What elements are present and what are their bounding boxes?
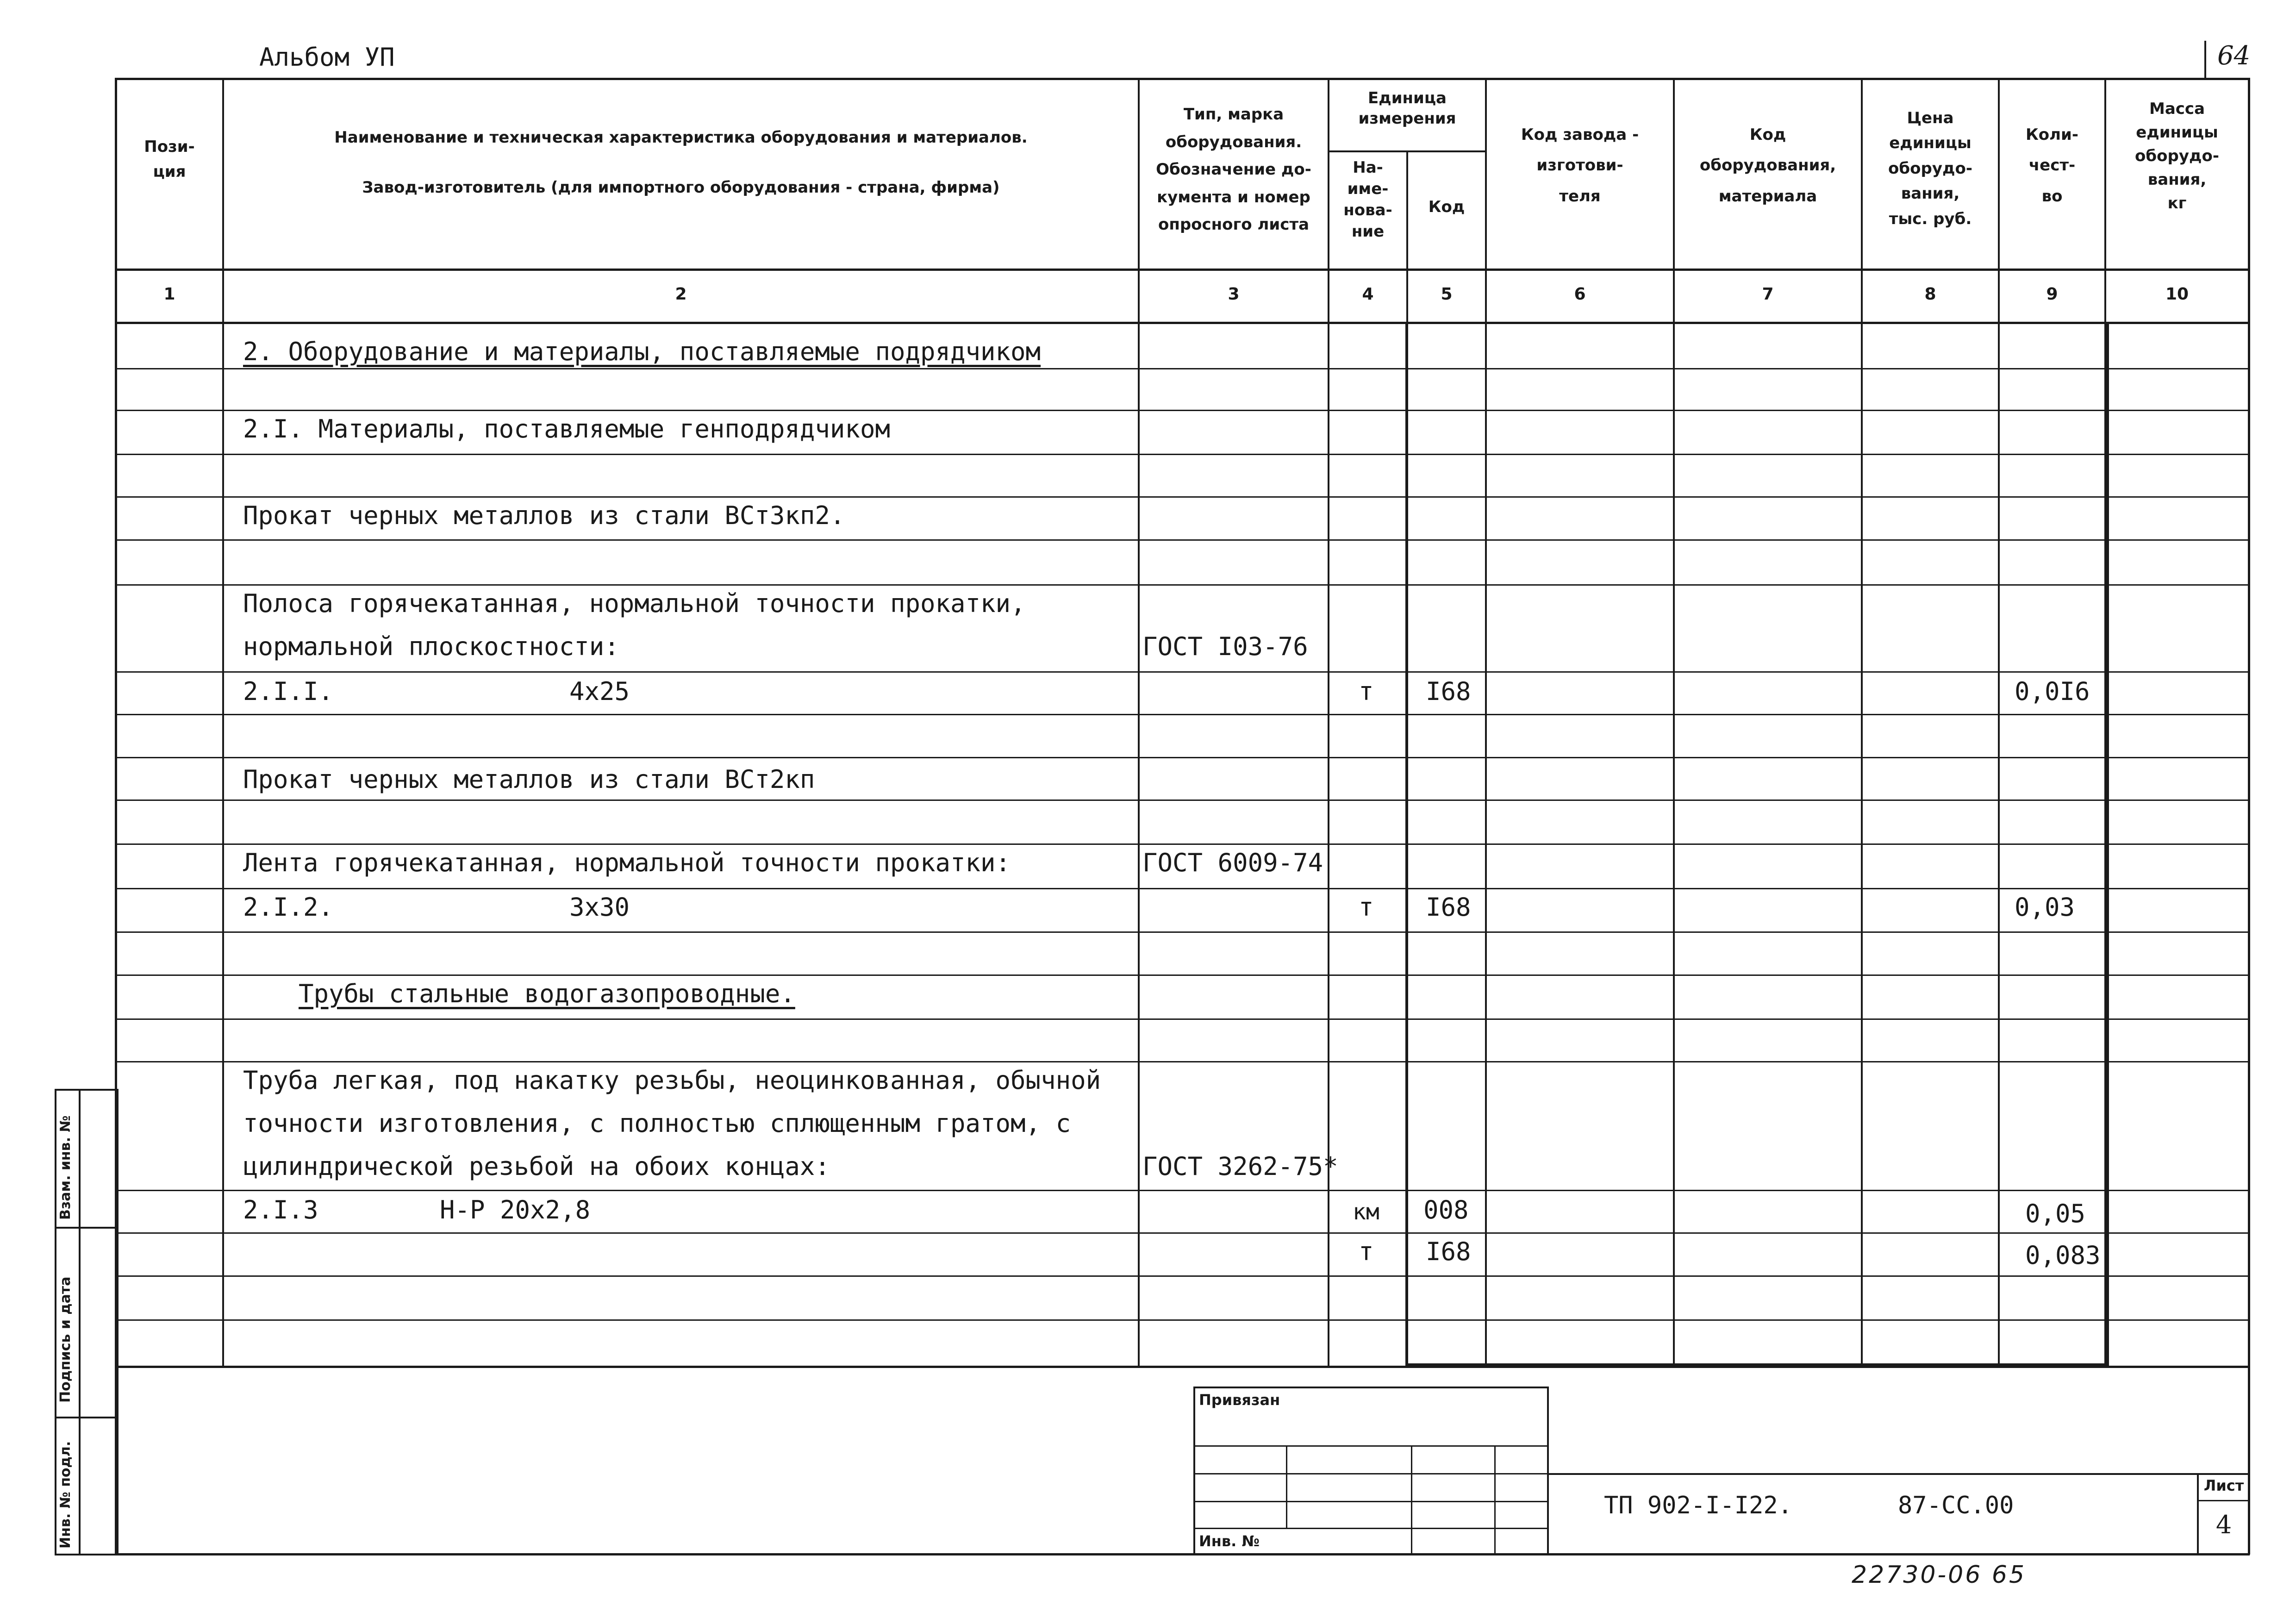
item-2-1-1-code: I68 xyxy=(1426,677,1471,706)
corner-divider xyxy=(2204,41,2206,78)
item-2-1-3-position: 2.I.3 xyxy=(243,1195,318,1224)
doc-suffix: 87-СС.00 xyxy=(1898,1492,2014,1519)
side-label-inv-podl: Инв. № подл. xyxy=(57,1441,74,1549)
section-2-1-title: 2.I. Материалы, поставляемые генподрядчиком xyxy=(243,414,890,443)
item-2-1-2-quantity: 0,03 xyxy=(2015,893,2075,922)
col-number-5: 5 xyxy=(1441,285,1453,304)
side-label-podpis: Подпись и дата xyxy=(57,1276,74,1403)
item-2-1-1-position: 2.I.I. xyxy=(243,677,334,706)
item-2-1-2-code: I68 xyxy=(1426,893,1471,922)
col-number-1: 1 xyxy=(163,285,175,304)
strip-desc-line2: нормальной плоскостности: xyxy=(243,632,619,661)
item-2-1-2-unit: т xyxy=(1359,893,1374,922)
item-2-1-3-code-km: 008 xyxy=(1423,1195,1469,1224)
strip-desc-line1: Полоса горячекатанная, нормальной точности прокатки, xyxy=(243,589,1026,618)
header-mass: Масса единицы оборудо- вания, кг xyxy=(2135,100,2219,212)
doc-code: ТП 902-I-I22. xyxy=(1604,1492,1792,1519)
header-unit: Единица измерения xyxy=(1358,89,1456,128)
album-label: Альбом УП xyxy=(259,43,395,72)
inv-number-label: Инв. № xyxy=(1199,1532,1260,1550)
item-2-1-2-size: 3x30 xyxy=(569,893,630,922)
header-quantity: Коли- чест- во xyxy=(2026,125,2078,206)
item-2-1-1-unit: т xyxy=(1359,677,1374,706)
header-unit-code: Код xyxy=(1428,198,1465,216)
item-2-1-3-quantity-t: 0,083 xyxy=(2025,1241,2101,1270)
section-2-title: 2. Оборудование и материалы, поставляемые подрядчиком xyxy=(243,337,1041,366)
item-2-1-3-size: Н-Р 20x2,8 xyxy=(440,1195,591,1224)
header-equipment-code: Код оборудования, материала xyxy=(1699,125,1836,206)
page-corner-number: 64 xyxy=(2217,41,2251,71)
rolled-metal-heading-1: Прокат черных металлов из стали ВСт3кп2. xyxy=(243,501,845,530)
header-position: Пози- ция xyxy=(144,137,195,181)
gost-103-76: ГОСТ I03-76 xyxy=(1142,632,1308,661)
header-name-line1: Наименование и техническая характеристика оборудования и материалов. xyxy=(334,128,1028,147)
footer-code: 22730-06 65 xyxy=(1852,1561,2027,1589)
tape-desc: Лента горячекатанная, нормальной точности прокатки: xyxy=(243,848,1011,877)
col-number-10: 10 xyxy=(2165,285,2189,304)
header-price: Цена единицы оборудо- вания, тыс. руб. xyxy=(1888,109,1972,228)
item-2-1-3-unit-km: км xyxy=(1353,1199,1379,1225)
col-number-2: 2 xyxy=(675,285,687,304)
col-number-9: 9 xyxy=(2046,285,2058,304)
col-number-3: 3 xyxy=(1228,285,1240,304)
item-2-1-1-quantity: 0,0I6 xyxy=(2015,677,2090,706)
pipes-heading: Трубы стальные водогазопроводные. xyxy=(299,979,795,1008)
item-2-1-3-unit-t: т xyxy=(1359,1237,1374,1266)
col-number-4: 4 xyxy=(1362,285,1374,304)
item-2-1-2-position: 2.I.2. xyxy=(243,893,334,922)
col-number-7: 7 xyxy=(1762,285,1774,304)
pipe-desc-line1: Труба легкая, под накатку резьбы, неоцинкованная, обычной xyxy=(243,1066,1101,1095)
frame-bottom-line xyxy=(115,1553,2250,1555)
privyazan-label: Привязан xyxy=(1199,1391,1280,1409)
gost-6009-74: ГОСТ 6009-74 xyxy=(1142,848,1323,877)
pipe-desc-line2: точности изготовления, с полностью сплющенным гратом, с xyxy=(243,1109,1071,1138)
sheet-number: 4 xyxy=(2215,1510,2232,1539)
side-label-vzam: Взам. инв. № xyxy=(57,1115,74,1220)
header-unit-name: На- име- нова- ние xyxy=(1343,158,1392,241)
item-2-1-3-quantity-km: 0,05 xyxy=(2025,1199,2086,1228)
sheet-label: Лист xyxy=(2203,1477,2244,1494)
item-2-1-1-size: 4x25 xyxy=(569,677,630,706)
col-number-6: 6 xyxy=(1574,285,1586,304)
header-type: Тип, марка оборудования. Обозначение до- кумента и номер опросного листа xyxy=(1156,105,1311,234)
pipe-desc-line3: цилиндрической резьбой на обоих концах: xyxy=(243,1152,830,1181)
rolled-metal-heading-2: Прокат черных металлов из стали ВСт2кп xyxy=(243,765,815,794)
gost-3262-75: ГОСТ 3262-75* xyxy=(1142,1152,1338,1181)
item-2-1-3-code-t: I68 xyxy=(1426,1237,1471,1266)
header-name-line2: Завод-изготовитель (для импортного оборудования - страна, фирма) xyxy=(362,178,1000,197)
header-factory-code: Код завода - изготови- теля xyxy=(1521,125,1639,206)
col-number-8: 8 xyxy=(1924,285,1936,304)
